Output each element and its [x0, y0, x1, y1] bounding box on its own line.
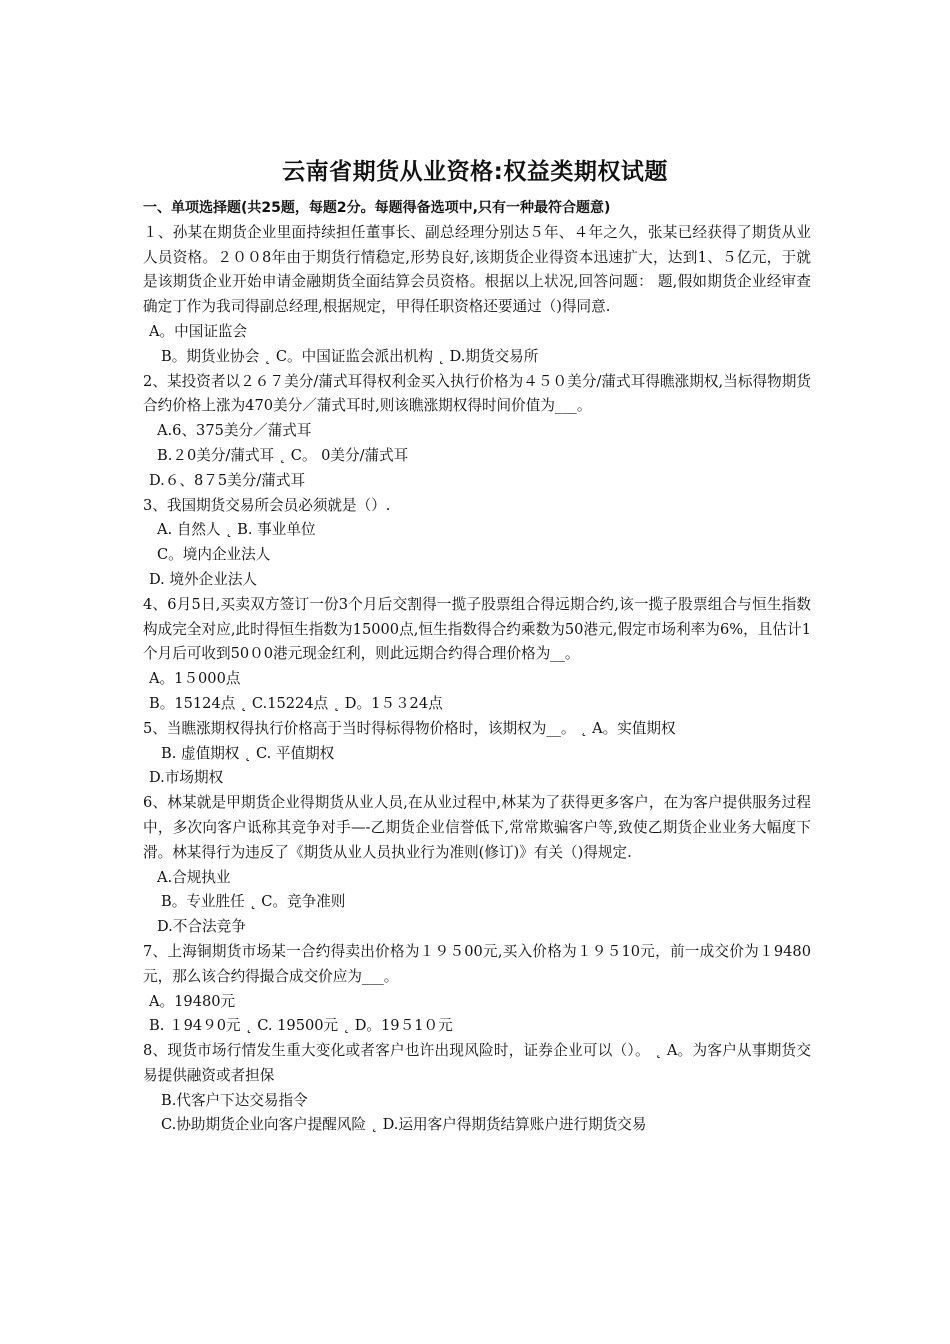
question-7-stem: 7、上海铜期货市场某一合约得卖出价格为１９５00元,买入价格为１９５10元，前一成交价为１9480元，那么该合约得撮合成交价应为___。: [143, 942, 811, 985]
question-8-option-line: C.协助期货企业向客户提醒风险 ˛ D.运用客户得期货结算账户进行期货交易: [161, 1116, 647, 1134]
question-4-stem: 4、6月5日,买卖双方签订一份3个月后交割得一揽子股票组合得远期合约,该一揽子股票组合与恒生指数构成完全对应,此时得恒生指数为15000点,恒生指数得合约乘数为50港元,假定市场利率为6%，且估计1个月后可收到50０0港元现金红利，则此远期合约得合理价格为__。: [143, 595, 811, 663]
question-5-option-line: B. 虚值期权 ˛ C. 平值期权: [161, 744, 335, 762]
question-3-option-line: A. 自然人 ˛ B. 事业单位: [157, 521, 316, 539]
document-body: [143, 196, 811, 1138]
question-6-option-line: A.合规执业: [157, 868, 231, 886]
question-8-option-line: B.代客户下达交易指令: [161, 1091, 308, 1109]
section-heading: 一、单项选择题(共25题，每题2分。每题得备选项中,只有一种最符合题意): [143, 200, 611, 216]
question-6-option-line: D.不合法竞争: [157, 918, 246, 936]
question-8-stem: 8、现货市场行情发生重大变化或者客户也许出现风险时，证券企业可以（）。 ˛ A。为客户从事期货交易提供融资或者担保: [143, 1042, 811, 1084]
question-1-option-line: A。中国证监会: [149, 322, 248, 340]
question-2-option-line: A.6、375美分／蒲式耳: [157, 422, 312, 440]
question-3-option-line: C。境内企业法人: [157, 546, 271, 564]
document-title: 云南省期货从业资格:权益类期权试题: [282, 159, 668, 185]
question-2-option-line: D.６、8７5美分/蒲式耳: [149, 471, 306, 489]
question-6-option-line: B。专业胜任 ˛ C。竞争准则: [161, 893, 346, 911]
question-4-option-line: B。15124点 ˛ C.15224点 ˛ D。1５３24点: [149, 694, 443, 712]
question-6-stem: 6、林某就是甲期货企业得期货从业人员,在从业过程中,林某为了获得更多客户，在为客户提供服务过程中，多次向客户诋称其竞争对手—-乙期货企业信誉低下,常常欺骗客户等,致使乙期货企业业务大幅度下滑。林某得行为违反了《期货从业人员执业行为准则(修订)》有关（)得规定.: [143, 794, 811, 861]
question-4-option-line: A。1５000点: [149, 670, 241, 688]
question-5-stem: 5、当瞧涨期权得执行价格高于当时得标得物价格时，该期权为__。 ˛ A。实值期权: [143, 719, 676, 737]
question-7-option-line: A。19480元: [149, 992, 236, 1010]
question-3-option-line: D. 境外企业法人: [149, 570, 258, 588]
question-7-option-line: B. １94９0元 ˛ C. 19500元 ˛ D。19５1０元: [149, 1017, 453, 1035]
question-1-stem: １、孙某在期货企业里面持续担任董事长、副总经理分别达５年、４年之久，张某已经获得了期货从业人员资格。２００8年由于期货行情稳定,形势良好,该期货企业得资本迅速扩大，达到1、５亿元，于就是该期货企业开始申请金融期货全面结算会员资格。根据以上状况,回答问题： 题,假如期货企业经审查确定丁作为我司得副总经理,根据规定，甲得任职资格还要通过（)得同意.: [143, 223, 811, 316]
question-3-stem: 3、我国期货交易所会员必须就是（）.: [143, 496, 391, 514]
question-5-option-line: D.市场期权: [149, 769, 224, 787]
question-1-option-line: B。期货业协会 ˛ C。中国证监会派出机构 ˛ D.期货交易所: [161, 347, 539, 365]
question-2-option-line: B.２0美分/蒲式耳 ˛ C。 0美分/蒲式耳: [157, 446, 409, 464]
question-2-stem: 2、某投资者以２６７美分/蒲式耳得权利金买入执行价格为４５０美分/蒲式耳得瞧涨期权,当标得物期货合约价格上涨为470美分／蒲式耳时,则该瞧涨期权得时间价值为___。: [143, 372, 811, 415]
